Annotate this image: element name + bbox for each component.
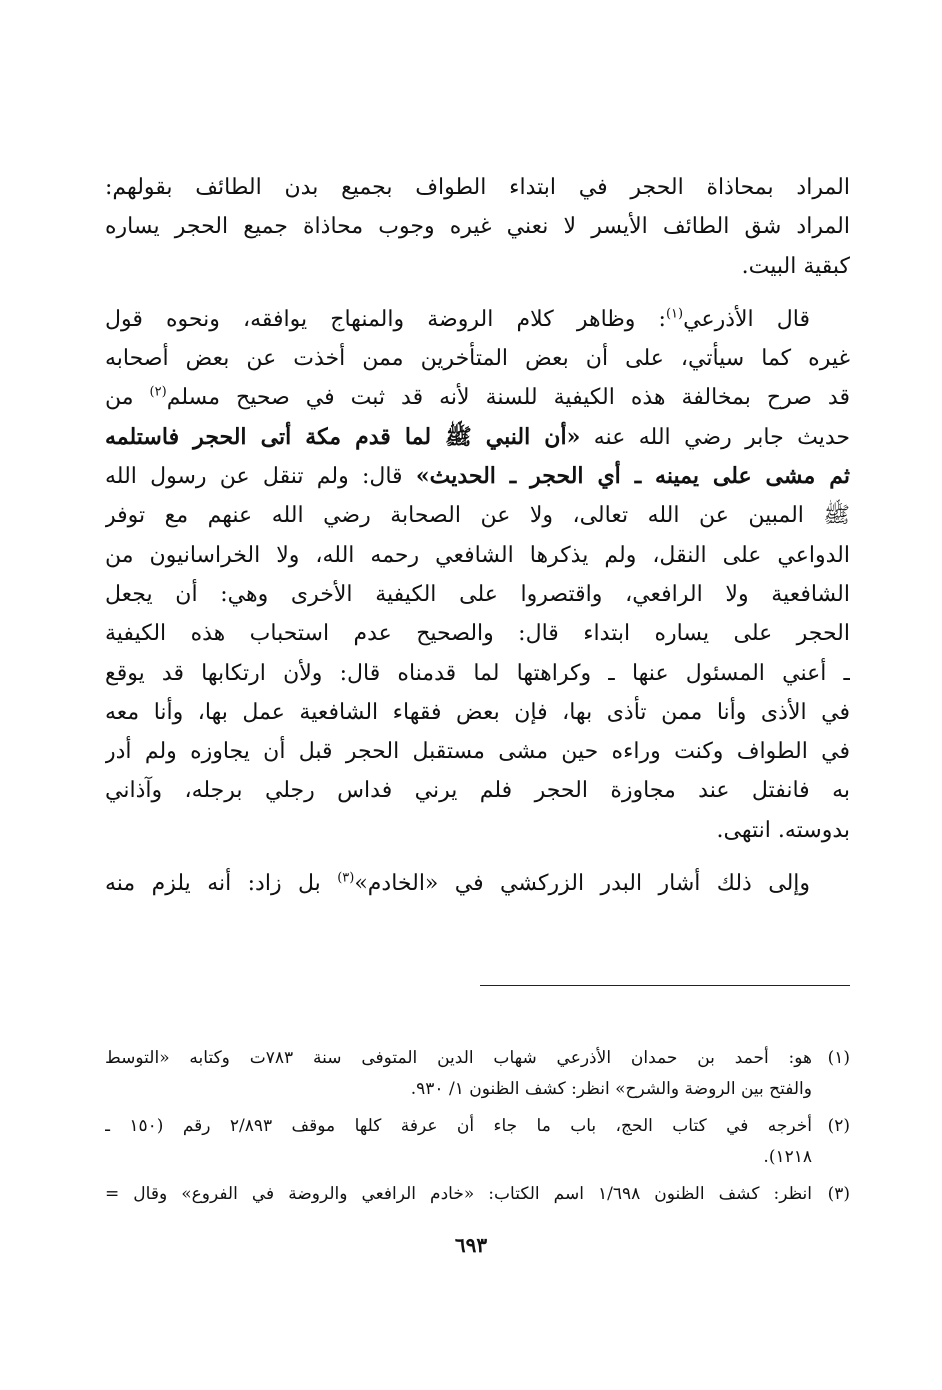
text-line: المراد بمحاذاة الحجر في ابتداء الطواف بجميع بدن الطائف بقولهم: xyxy=(105,175,850,200)
text-span: حديث جابر رضي الله عنه xyxy=(580,424,850,450)
text-line: ـ أعني المسئول عنها ـ وكراهتها لما قدمناه قال: ولأن ارتكابها قد يوقع xyxy=(105,660,850,686)
text-line xyxy=(105,864,850,903)
footnote-line: أخرجه في كتاب الحج، باب ما جاء أن عرفة كلها موقف ٢/٨٩٣ رقم (١٥٠ ـ xyxy=(105,1116,812,1136)
footnote-number: (٢) xyxy=(827,1116,850,1136)
hadith-quote: ثم مشى على يمينه ـ أي الحجر ـ الحديث» xyxy=(415,463,850,490)
text-line: الحجر على يساره ابتداء قال: والصحيح عدم استحباب هذه الكيفية xyxy=(105,621,850,647)
footnote-ref-3: (٣) xyxy=(337,870,355,886)
text-line: في الطواف وكنت وراءه حين مشى مستقبل الحجر قبل أن يجاوزه ولم أدر xyxy=(105,739,850,765)
paragraph-2 xyxy=(105,300,850,850)
text-span: قال: ولم تنقل عن رسول الله xyxy=(105,464,416,490)
footnote-text xyxy=(105,1043,812,1105)
text-span: قد صرح بمخالفة هذه الكيفية للسنة لأنه قد ثبت في صحيح مسلم xyxy=(166,385,850,411)
footnote-line: والفتح بين الروضة والشرح» انظر: كشف الظنون ١/ ٩٣٠. xyxy=(410,1079,812,1099)
paragraph-1 xyxy=(105,168,850,286)
text-span: قال الأذرعي xyxy=(683,306,811,332)
hadith-quote: «أن النبي ﷺ لما قدم مكة أتى الحجر فاستلمه xyxy=(105,423,581,450)
text-line xyxy=(105,300,850,339)
text-line: به فانفتل عند مجاوزة الحجر فلم يرني فداس رجلي برجله، وآذاني xyxy=(105,778,850,804)
text-line xyxy=(105,378,850,417)
footnote-ref-1: (١) xyxy=(665,306,684,322)
text-line xyxy=(105,457,850,496)
paragraph-3 xyxy=(105,864,850,903)
text-span: بل زاد: أنه يلزم منه xyxy=(105,871,338,897)
footnote-line: هو: أحمد بن حمدان الأذرعي شهاب الدين المتوفى سنة ٧٨٣ت وكتابه «التوسط xyxy=(105,1048,812,1068)
footnote-text xyxy=(105,1111,812,1173)
text-line: المراد شق الطائف الأيسر لا نعني غيره وجوب محاذاة جميع الحجر يساره xyxy=(105,214,850,240)
footnote-ref-2: (٢) xyxy=(149,385,167,401)
text-line: بدوسته. انتهى. xyxy=(716,817,850,843)
text-line: ﷺ المبين عن الله تعالى، ولا عن الصحابة رضي الله عنهم مع توفر xyxy=(105,503,850,529)
footnote-line: انظر: كشف الظنون ١/٦٩٨ اسم الكتاب: «خادم الرافعي والروضة في الفروع» وقال = xyxy=(105,1184,812,1204)
text-span: من xyxy=(105,385,150,411)
footnote-1 xyxy=(105,1043,850,1105)
text-span: وإلى ذلك أشار البدر الزركشي في «الخادم» xyxy=(354,871,811,897)
footnote-2 xyxy=(105,1111,850,1173)
footnote-divider xyxy=(480,985,850,986)
footnote-3 xyxy=(105,1179,850,1210)
text-line xyxy=(105,418,850,457)
text-line: الدواعي على النقل، ولم يذكرها الشافعي رحمه الله، ولا الخراسانيون من xyxy=(105,542,850,568)
footnotes xyxy=(105,1043,850,1216)
text-line: الشافعية ولا الرافعي، واقتصروا على الكيفية الأخرى وهي: أن يجعل xyxy=(105,581,850,607)
footnote-number: (٣) xyxy=(827,1184,850,1204)
footnote-number: (١) xyxy=(827,1048,850,1068)
footnote-line: ١٢١٨). xyxy=(763,1147,812,1167)
text-line: كبقية البيت. xyxy=(741,253,850,279)
text-span: : وظاهر كلام الروضة والمنهاج يوافقه، ونحوه قول xyxy=(105,306,666,332)
main-text xyxy=(105,168,850,903)
footnote-text xyxy=(105,1179,812,1210)
text-line: في الأذى وأنا ممن تأذى بها، فإن بعض فقهاء الشافعية عمل بها، وأنا معه xyxy=(105,699,850,725)
page-number: ٦٩٣ xyxy=(454,1233,488,1257)
text-line: غيره كما سيأتي، على أن بعض المتأخرين ممن أخذت عن بعض أصحابه xyxy=(105,346,850,372)
